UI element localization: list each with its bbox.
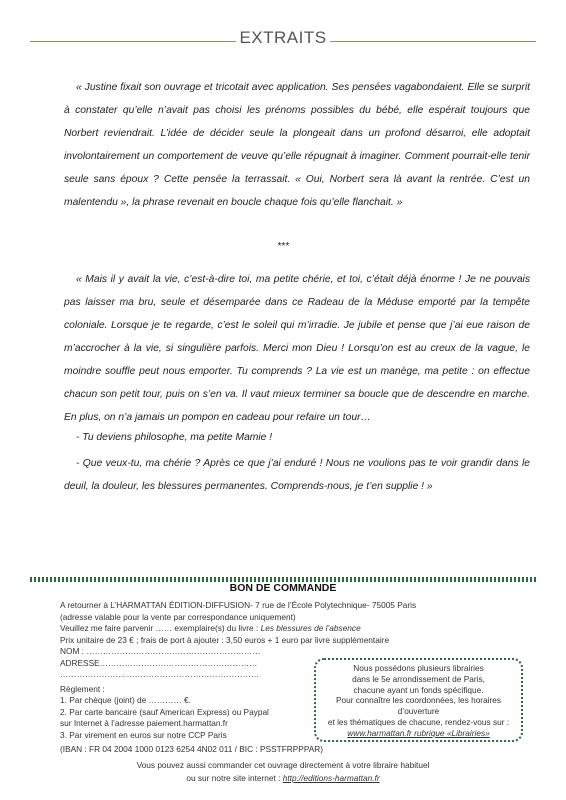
payment-option-cheque: 1. Par chèque (joint) de ………… €. bbox=[60, 695, 191, 705]
payment-title: Règlement : bbox=[60, 683, 105, 694]
order-footer: Vous pouvez aussi commander cet ouvrage directement à votre libraire habituel ou sur notre site internet : http://editions-harmattan.fr bbox=[136, 760, 430, 783]
order-quantity-line: Veuillez me faire parvenir …… exemplaire(s) du livre : Les blessures de l’absence bbox=[60, 623, 361, 633]
website-link[interactable]: http://editions-harmattan.fr bbox=[282, 773, 380, 783]
excerpt-paragraph-2: « Mais il y avait la vie, c’est-à-dire toi, ma petite chérie, et toi, c’était déjà énorme ! Je ne pouvais pas laisser ma bru, seule et désemparée dans ce Radeau de la Méduse emporté par la tempête coloniale. Lorsque je te regarde, c’est le soleil qui m’irradie. Je jubile et pense que j’ai eue raison de m’accrocher à la vie, si singulière parfois. Merci mon Dieu ! Lorsqu’on est au creux de la vague, le moindre souffle peut nous emporter. Tu comprends ? La vie est un manège, ma petite : on effectue chacun son petit tour, puis on s’en va. Il vaut mieux terminer sa boucle que de descendre en marche. En plus, on n’a jamais un pompon en cadeau pour refaire un tour… bbox=[64, 274, 530, 423]
payment-option-card: 2. Par carte bancaire (sauf American Express) ou Paypal bbox=[60, 706, 269, 717]
section-title: EXTRAITS bbox=[239, 28, 327, 47]
excerpt-separator: *** bbox=[277, 241, 289, 252]
excerpt-paragraph-4: - Que veux-tu, ma chérie ? Après ce que j’ai enduré ! Nous ne voulions pas te voir grandir dans le deuil, la douleur, les blessures permanentes. Comprends-nous, je t’en supplie ! » bbox=[64, 458, 530, 492]
bookshops-link[interactable]: www.harmattan.fr rubrique «Librairies» bbox=[347, 727, 490, 738]
section-header bbox=[30, 28, 536, 52]
order-form-title: BON DE COMMANDE bbox=[229, 582, 337, 594]
payment-iban: (IBAN : FR 04 2004 1000 0123 6254 4N02 011 / BIC : PSSTFRPPPAR) bbox=[60, 744, 324, 754]
order-price-line: Prix unitaire de 23 € ; frais de port à ajouter : 3,50 euros + 1 euro par livre supplémentaire bbox=[60, 634, 390, 645]
excerpt-paragraph-3: - Tu deviens philosophe, ma petite Mamie ! bbox=[76, 432, 273, 443]
order-address-line: A retourner à L’HARMATTAN ÉDITION-DIFFUSION- 7 rue de l’École Polytechnique- 75005 Paris bbox=[60, 600, 417, 610]
payment-option-transfer: 3. Par virement en euros sur notre CCP Paris bbox=[60, 729, 227, 740]
order-address-note: (adresse valable pour la vente par correspondance uniquement) bbox=[60, 611, 296, 622]
order-name-field[interactable]: NOM : ……………………………………………………… bbox=[60, 646, 261, 656]
excerpt-paragraph-1: « Justine fixait son ouvrage et tricotait avec application. Ses pensées vagabondaient. Elle se surprit à constater qu’elle n’avait pas choisi les prénoms possibles du bébé, elle espérait toujours que Norbert reviendrait. L’idée de décider seule la plongeait dans un profond désarroi, elle adoptait involontairement un comportement de veuve qu’elle répugnait à imaginer. Comment pourrait-elle tenir seule sans époux ? Cette pensée la terrassait. « Oui, Norbert sera là avant la rentrée. C’est un malentendu », la phrase revenait en boucle chaque fois qu’elle flanchait. » bbox=[64, 82, 530, 208]
book-title: Les blessures de l’absence bbox=[260, 623, 361, 633]
order-address-field[interactable]: ADRESSE………………………………………………… bbox=[60, 657, 258, 668]
bookshops-info-box: Nous possédons plusieurs librairies dans le 5e arrondissement de Paris, chacune ayant un fonds spécifique. Pour connaître les coordonnées, les horaires d’ouverture et les thématiques de chacune, rendez-vous sur : www.harmattan.fr rubrique «Librairies» bbox=[314, 658, 523, 742]
header-rule-right bbox=[330, 41, 536, 42]
payment-option-card-url: sur Internet à l’adresse paiement.harmattan.fr bbox=[60, 718, 228, 728]
order-address-field-2[interactable]: ……………………………………………………………… bbox=[60, 669, 260, 679]
